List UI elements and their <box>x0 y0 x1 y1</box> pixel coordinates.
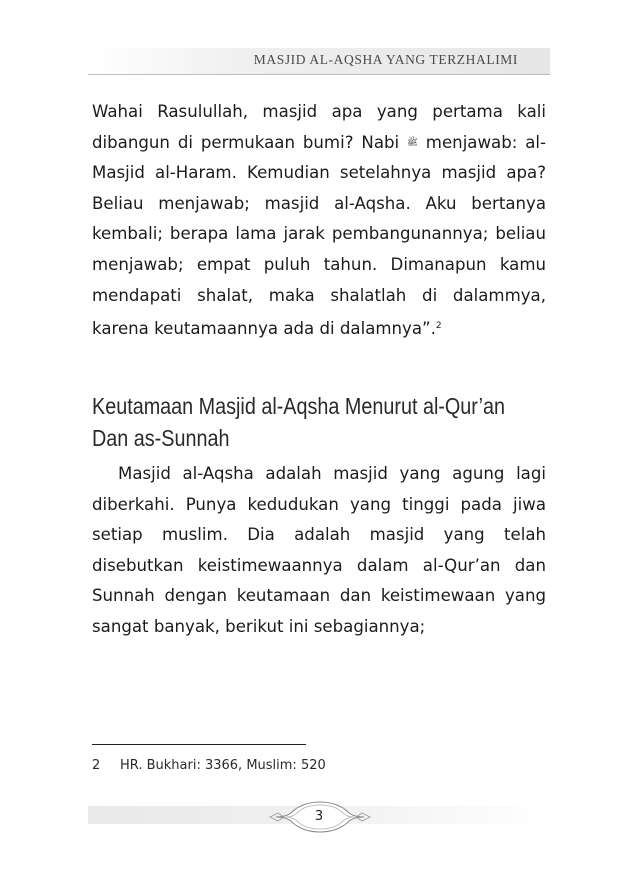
paragraph-2-text: Masjid al-Aqsha adalah masjid yang agung lagi diberkahi. Punya kedudukan yang tinggi pada jiwa setiap muslim. Dia adalah masjid yang telah disebutkan keistimewaannya dalam al-Qur’an dan Sunnah dengan keutamaan dan keistimewaan yang sangat banyak, berikut ini sebagiannya; <box>92 464 546 636</box>
page-number: 3 <box>314 809 324 824</box>
section-heading-line-1: Keutamaan Masjid al-Aqsha Menurut al-Qur’an <box>92 393 506 419</box>
section-heading-line-2: Dan as-Sunnah <box>92 425 230 451</box>
salawat-symbol: ﷺ <box>407 137 418 148</box>
running-header: MASJID AL-AQSHA YANG TERZHALIMI <box>253 52 518 67</box>
section-heading <box>92 390 506 454</box>
footnote-text: HR. Bukhari: 3366, Muslim: 520 <box>120 758 326 773</box>
paragraph-1-text <box>92 97 546 345</box>
footnote <box>92 758 326 773</box>
header-rule <box>88 74 550 75</box>
paragraph-1-text-start: Wahai Rasulullah, masjid apa yang pertama kali dibangun di permukaan bumi? Nabi <box>92 102 546 152</box>
paragraph-1-text-end: menjawab: al-Masjid al-Haram. Kemudian setelahnya masjid apa? Beliau menjawab; masjid al-Aqsha. Aku bertanya kembali; berapa lama jarak pembangunannya; beliau menjawab; empat puluh tahun. Dimanapun kamu mendapati shalat, maka shalatlah di dalammya, karena keutamaannya ada di dalamnya”. <box>92 132 546 339</box>
footnote-number: 2 <box>92 758 101 773</box>
footnote-rule <box>92 744 306 745</box>
footnote-reference[interactable]: 2 <box>435 321 442 332</box>
body-paragraph-1 <box>92 97 546 345</box>
body-paragraph-2 <box>92 459 546 643</box>
